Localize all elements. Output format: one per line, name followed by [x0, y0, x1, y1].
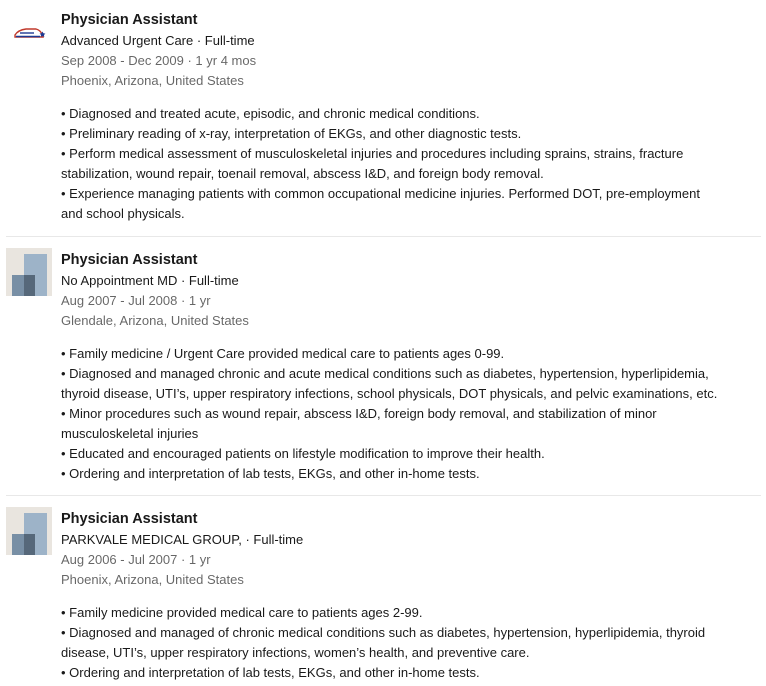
- description-line: • Diagnosed and treated acute, episodic, and chronic medical conditions.: [61, 106, 480, 121]
- description-line: • Minor procedures such as wound repair, abscess I&D, foreign body removal, and stabilization of minor: [61, 406, 657, 421]
- advanced-urgent-care-logo-icon[interactable]: [6, 12, 52, 60]
- description-line: • Ordering and interpretation of lab tests, EKGs, and other in-home tests.: [61, 466, 480, 481]
- description-line: • Experience managing patients with common occupational medicine injuries. Performed DOT, pre-employment: [61, 186, 700, 201]
- description-line: • Diagnosed and managed chronic and acute medical conditions such as diabetes, hypertension, hyperlipidemia,: [61, 366, 709, 381]
- job-title: Physician Assistant: [61, 12, 198, 28]
- employment-dates: Aug 2006 - Jul 2007 · 1 yr: [61, 552, 211, 567]
- company-name[interactable]: PARKVALE MEDICAL GROUP, · Full-time: [61, 532, 304, 547]
- entry-divider: [6, 236, 761, 237]
- description-line: thyroid disease, UTI’s, upper respiratory infections, school physicals, DOT physicals, and pelvic examinations, etc.: [61, 386, 718, 401]
- description-line: disease, UTI’s, upper respiratory infections, women’s health, and preventive care.: [61, 645, 530, 660]
- description-line: musculoskeletal injuries: [61, 426, 199, 441]
- description-line: stabilization, wound repair, toenail removal, abscess I&D, and foreign body removal.: [61, 166, 544, 181]
- description-line: • Preliminary reading of x-ray, interpretation of EKGs, and other diagnostic tests.: [61, 126, 522, 141]
- description-line: • Family medicine provided medical care to patients ages 2-99.: [61, 605, 423, 620]
- job-description: [61, 603, 761, 683]
- company-placeholder-logo-icon[interactable]: [6, 248, 52, 296]
- company-name[interactable]: Advanced Urgent Care · Full-time: [61, 33, 255, 48]
- job-location: Phoenix, Arizona, United States: [61, 572, 244, 587]
- car-logo-icon: [6, 12, 52, 60]
- description-line: • Educated and encouraged patients on lifestyle modification to improve their health.: [61, 446, 545, 461]
- description-line: • Family medicine / Urgent Care provided medical care to patients ages 0-99.: [61, 346, 505, 361]
- job-title: Physician Assistant: [61, 511, 198, 527]
- employment-dates: Sep 2008 - Dec 2009 · 1 yr 4 mos: [61, 53, 257, 68]
- job-description: [61, 344, 761, 484]
- company-name[interactable]: No Appointment MD · Full-time: [61, 273, 239, 288]
- company-placeholder-logo-icon[interactable]: [6, 507, 52, 555]
- description-line: • Diagnosed and managed of chronic medical conditions such as diabetes, hypertension, hyperlipidemia, thyroid: [61, 625, 706, 640]
- description-line: and school physicals.: [61, 206, 185, 221]
- job-description: [61, 104, 761, 224]
- entry-divider: [6, 495, 761, 496]
- employment-dates: Aug 2007 - Jul 2008 · 1 yr: [61, 293, 211, 308]
- job-location: Glendale, Arizona, United States: [61, 313, 249, 328]
- job-title: Physician Assistant: [61, 252, 198, 268]
- description-line: • Ordering and interpretation of lab tests, EKGs, and other in-home tests.: [61, 665, 480, 680]
- job-location: Phoenix, Arizona, United States: [61, 73, 244, 88]
- description-line: • Perform medical assessment of musculoskeletal injuries and procedures including sprains, strains, fracture: [61, 146, 684, 161]
